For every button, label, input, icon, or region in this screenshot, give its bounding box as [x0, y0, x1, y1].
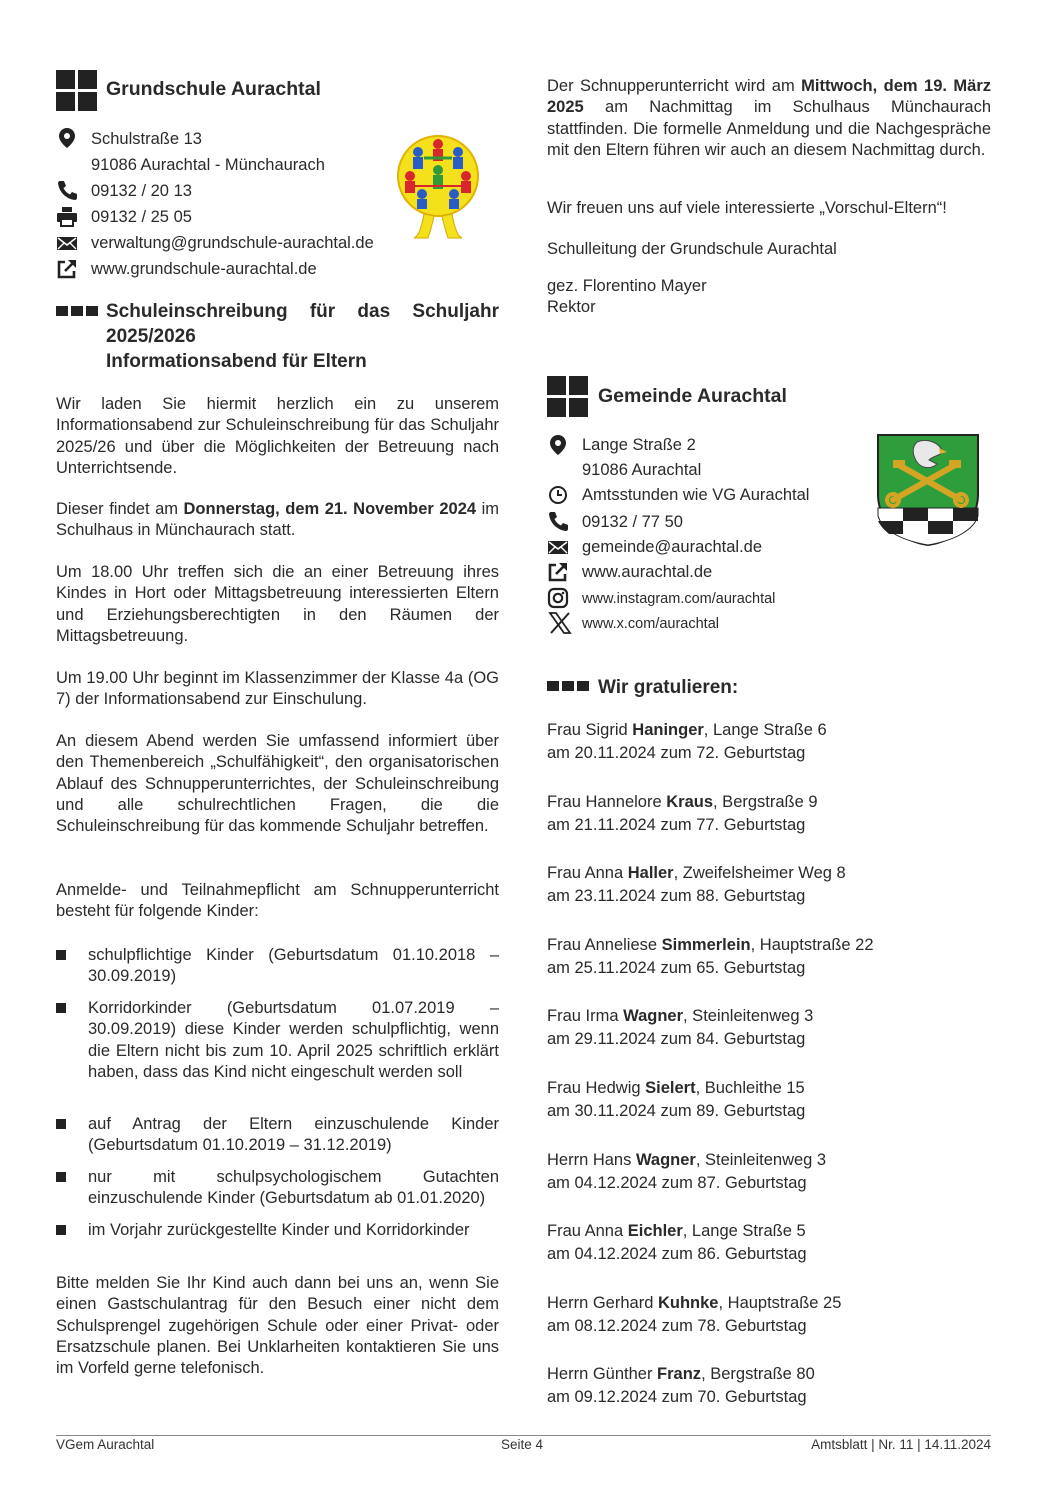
section-logo-icon [547, 376, 589, 418]
list-item: Frau Anna Haller, Zweifelsheimer Weg 8 am 23.11.2024 zum 88. Geburtstag [547, 864, 846, 905]
list-item: Frau Irma Wagner, Steinleitenweg 3 am 29.11.2024 zum 84. Geburtstag [547, 1007, 814, 1048]
article-paragraph-1: Wir laden Sie hiermit herzlich ein zu unserem Informationsabend zur Schuleinschreibung für das Schuljahr 2025/26 und über die Möglichkeiten der Betreuung nach Unterrichtsende. [56, 395, 499, 477]
list-item: Frau Hannelore Kraus, Bergstraße 9 am 21.11.2024 zum 77. Geburtstag [547, 793, 818, 834]
gemeinde-city: 91086 Aurachtal [582, 461, 702, 479]
external-link-icon [56, 258, 78, 280]
signature-role: Rektor [547, 298, 596, 316]
section-bar-icon [547, 681, 589, 691]
event-date: Donnerstag, dem 21. November 2024 [183, 500, 477, 518]
list-item: Herrn Hans Wagner, Steinleitenweg 3 am 04.12.2024 zum 87. Geburtstag [547, 1151, 827, 1192]
list-item: Frau Sigrid Haninger, Lange Straße 6 am 20.11.2024 zum 72. Geburtstag [547, 721, 827, 762]
list-item: Herrn Günther Franz, Bergstraße 80 am 09.12.2024 zum 70. Geburtstag [547, 1365, 815, 1406]
phone-icon [547, 510, 569, 532]
coat-of-arms-icon [877, 434, 979, 546]
gemeinde-x[interactable]: www.x.com/aurachtal [582, 616, 719, 632]
footer-right: Amtsblatt | Nr. 11 | 14.11.2024 [811, 1437, 991, 1452]
school-street: Schulstraße 13 [91, 130, 202, 148]
school-city: 91086 Aurachtal - Münchaurach [91, 156, 325, 174]
list-item: Frau Anneliese Simmerlein, Hauptstraße 22 am 25.11.2024 zum 65. Geburtstag [547, 936, 874, 977]
trial-lesson-paragraph: Der Schnupperunterricht wird am Mittwoch, dem 19. März 2025 am Nachmittag im Schulhaus Münchaurach stattfinden. Die formelle Anmeldung und die Nachgespräche mit den Eltern führen wir auch an diesem Nachmittag durch. [547, 77, 992, 159]
school-phone: 09132 / 20 13 [91, 182, 192, 200]
gemeinde-title: Gemeinde Aurachtal [598, 385, 787, 407]
article-heading-line2: 2025/2026 [106, 326, 196, 347]
external-link-icon [547, 561, 569, 583]
footer-page-number: Seite 4 [501, 1437, 544, 1452]
email-icon [547, 536, 569, 558]
fax-printer-icon [56, 205, 78, 227]
school-title: Grundschule Aurachtal [106, 78, 321, 100]
section-logo-icon [56, 70, 98, 112]
article-heading-line1: Schuleinschreibung für das Schuljahr [106, 301, 499, 322]
article-paragraph-7: Bitte melden Sie Ihr Kind auch dann bei uns an, wenn Sie einen Gastschulantrag für den Besuch einer nicht dem Schulsprengel zugehörigen Schule oder einer Privat- oder Ersatzschule planen. Bei Unklarheiten kontaktieren Sie uns im Vorfeld gerne telefonisch. [56, 1274, 499, 1378]
article-paragraph-5: An diesem Abend werden Sie umfassend informiert über den Themenbereich „Schulfähigkeit“, den organisatorischen Ablauf des Schnupperunterrichtes, der Schuleinschreibung und alle schulrechtlichen Fragen, die die Schuleinschreibung für das kommende Schuljahr betreffen. [56, 732, 499, 836]
school-fax: 09132 / 25 05 [91, 208, 192, 226]
article-heading-line3: Informationsabend für Eltern [106, 351, 367, 372]
footer-divider [56, 1435, 991, 1436]
school-web[interactable]: www.grundschule-aurachtal.de [91, 260, 317, 278]
gemeinde-instagram[interactable]: www.instagram.com/aurachtal [582, 591, 776, 607]
clock-icon [547, 484, 569, 506]
gemeinde-street: Lange Straße 2 [582, 436, 696, 454]
article-paragraph-3: Um 18.00 Uhr treffen sich die an einer Betreuung ihres Kindes in Hort oder Mittagsbetreuung interessierten Eltern und Erziehungsberechtigten in den Räumen der Mittagsbetreuung. [56, 563, 499, 645]
email-icon [56, 232, 78, 254]
trial-lesson-date: Mittwoch, dem 19. März 2025 [547, 77, 992, 117]
closing-line: Wir freuen uns auf viele interessierte „Vorschul-Eltern“! [547, 199, 947, 217]
instagram-icon [547, 587, 569, 609]
phone-icon [56, 179, 78, 201]
list-item: Frau Hedwig Sielert, Buchleithe 15 am 30.11.2024 zum 89. Geburtstag [547, 1079, 806, 1120]
section-bar-icon [56, 306, 98, 316]
list-item: Herrn Gerhard Kuhnke, Hauptstraße 25 am 08.12.2024 zum 78. Geburtstag [547, 1294, 842, 1335]
school-email[interactable]: verwaltung@grundschule-aurachtal.de [91, 234, 374, 252]
gemeinde-phone: 09132 / 77 50 [582, 513, 683, 531]
school-logo-icon [394, 130, 482, 242]
location-pin-icon [56, 127, 78, 149]
gemeinde-web[interactable]: www.aurachtal.de [582, 563, 713, 581]
list-item: Frau Anna Eichler, Lange Straße 5 am 04.12.2024 zum 86. Geburtstag [547, 1222, 807, 1263]
gemeinde-email[interactable]: gemeinde@aurachtal.de [582, 538, 763, 556]
article-paragraph-4: Um 19.00 Uhr beginnt im Klassenzimmer der Klasse 4a (OG 7) der Informationsabend zur Einschulung. [56, 669, 499, 709]
birthdays-heading: Wir gratulieren: [598, 677, 739, 698]
signature-name: gez. Florentino Mayer [547, 277, 707, 295]
location-pin-icon [547, 434, 569, 456]
x-logo-icon [547, 612, 573, 634]
gemeinde-hours: Amtsstunden wie VG Aurachtal [582, 486, 810, 504]
article-paragraph-6: Anmelde- und Teilnahmepflicht am Schnupperunterricht besteht für folgende Kinder: [56, 881, 499, 921]
article-paragraph-2: Dieser findet am Donnerstag, dem 21. November 2024 im Schulhaus in Münchaurach statt. [56, 500, 499, 540]
signature-org: Schulleitung der Grundschule Aurachtal [547, 240, 837, 258]
footer-left: VGem Aurachtal [56, 1437, 155, 1452]
